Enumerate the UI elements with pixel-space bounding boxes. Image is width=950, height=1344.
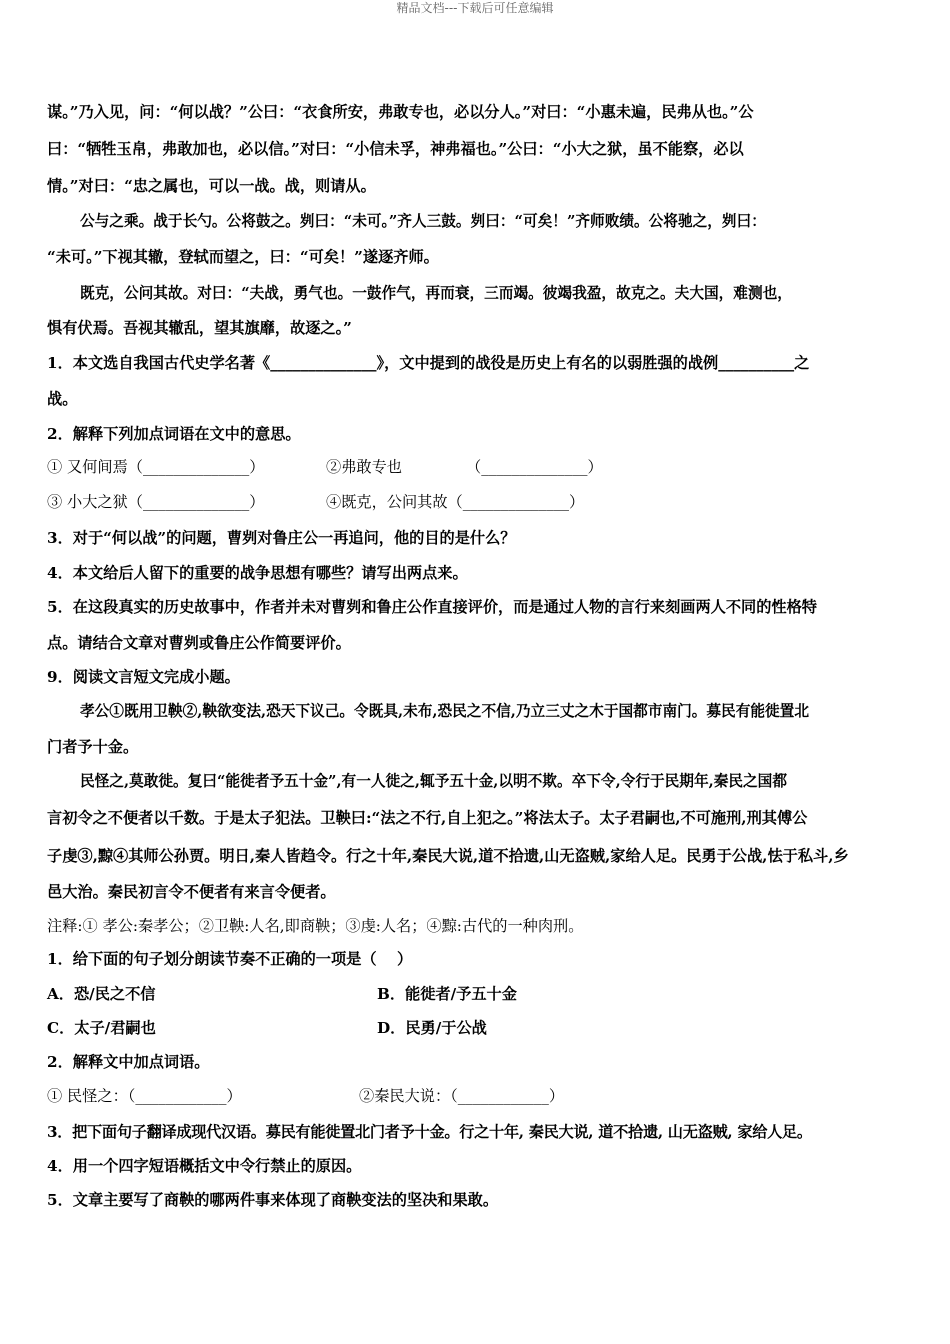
- question-1: 1．本文选自我国古代史学名著《______________》，文中提到的战役是历史上有名的以弱胜强的战例__________之: [47, 354, 810, 372]
- question-9: 9．阅读文言短文完成小题。: [47, 668, 240, 686]
- question-1-cont: 战。: [47, 390, 78, 408]
- q2-item-2: ②弗敢专也: [326, 458, 402, 476]
- q2-item-2-blank: （______________）: [466, 458, 603, 476]
- passage2-line: 邑大治。秦民初言令不便者有来言令便者。: [47, 883, 336, 901]
- passage1-line: 曰：“牺牲玉帛，弗敢加也，必以信。”对曰：“小信未孚，神弗福也。”公曰：“小大之狱，虽不能察，必以: [47, 140, 744, 158]
- passage2-line: 门者予十金。: [47, 738, 139, 756]
- sub-question-3: 3．把下面句子翻译成现代汉语。募民有能徙置北门者予十金。行之十年, 秦民大说, 道不拾遗, 山无盗贼, 家给人足。: [47, 1123, 812, 1141]
- q2-item-1: ① 又何间焉（______________）: [47, 458, 265, 476]
- passage1-line: 公与之乘。战于长勺。公将鼓之。刿曰：“未可。”齐人三鼓。刿曰：“可矣！”齐师败绩。公将驰之，刿曰：: [80, 212, 766, 230]
- passage1-line: 惧有伏焉。吾视其辙乱，望其旗靡，故逐之。”: [47, 319, 352, 337]
- passage1-line: 谋。”乃入见，问：“何以战？”公曰：“衣食所安，弗敢专也，必以分人。”对曰：“小惠未遍，民弗从也。”公: [47, 103, 754, 121]
- passage2-line: 孝公①既用卫鞅②,鞅欲变法,恐天下议己。令既具,未布,恐民之不信,乃立三丈之木于国都市南门。募民有能徙置北: [80, 702, 809, 720]
- passage2-line: 子虔③,黥④其师公孙贾。明日,秦人皆趋令。行之十年,秦民大说,道不拾遗,山无盗贼,家给人足。民勇于公战,怯于私斗,乡: [47, 847, 849, 865]
- passage1-line: 情。”对曰：“忠之属也，可以一战。战，则请从。: [47, 177, 376, 195]
- passage1-line: 既克，公问其故。对曰：“夫战，勇气也。一鼓作气，再而衰，三而竭。彼竭我盈，故克之。夫大国，难测也，: [80, 284, 792, 302]
- question-2: 2．解释下列加点词语在文中的意思。: [47, 425, 301, 443]
- sub-question-1: 1．给下面的句子划分朗读节奏不正确的一项是（ ）: [47, 950, 413, 968]
- s2-item-1: ① 民怪之：（____________）: [47, 1087, 242, 1105]
- question-5-cont: 点。请结合文章对曹刿或鲁庄公作简要评价。: [47, 634, 351, 652]
- passage2-line: 言初令之不便者以千数。于是太子犯法。卫鞅曰:“法之不行,自上犯之。”将法太子。太子君嗣也,不可施刑,刑其傅公: [47, 809, 808, 827]
- option-a: A．恐/民之不信: [47, 985, 156, 1003]
- option-c: C．太子/君嗣也: [47, 1019, 156, 1037]
- page-header: 精品文档---下载后可任意编辑: [396, 1, 554, 15]
- sub-question-4: 4．用一个四字短语概括文中令行禁止的原因。: [47, 1157, 362, 1175]
- passage2-line: 民怪之,莫敢徙。复曰“能徙者予五十金”,有一人徙之,辄予五十金,以明不欺。卒下令,令行于民期年,秦民之国都: [80, 772, 787, 790]
- footnotes: 注释:① 孝公:秦孝公；②卫鞅:人名,即商鞅；③虔:人名；④黥:古代的一种肉刑。: [47, 917, 584, 935]
- s2-item-2: ②秦民大说：（____________）: [359, 1087, 565, 1105]
- sub-question-5: 5．文章主要写了商鞅的哪两件事来体现了商鞅变法的坚决和果敢。: [47, 1191, 499, 1209]
- question-5: 5．在这段真实的历史故事中，作者并未对曹刿和鲁庄公作直接评价，而是通过人物的言行来刻画两人不同的性格特: [47, 598, 817, 616]
- question-3: 3．对于“何以战”的问题，曹刿对鲁庄公一再追问，他的目的是什么？: [47, 529, 516, 547]
- q2-item-3: ③ 小大之狱（______________）: [47, 493, 265, 511]
- q2-item-4: ④既克，公问其故（______________）: [326, 493, 585, 511]
- question-4: 4．本文给后人留下的重要的战争思想有哪些？请写出两点来。: [47, 564, 468, 582]
- passage1-line: “未可。”下视其辙，登轼而望之，曰：“可矣！”遂逐齐师。: [47, 248, 439, 266]
- option-b: B．能徙者/予五十金: [377, 985, 517, 1003]
- option-d: D．民勇/于公战: [377, 1019, 487, 1037]
- sub-question-2: 2．解释文中加点词语。: [47, 1053, 210, 1071]
